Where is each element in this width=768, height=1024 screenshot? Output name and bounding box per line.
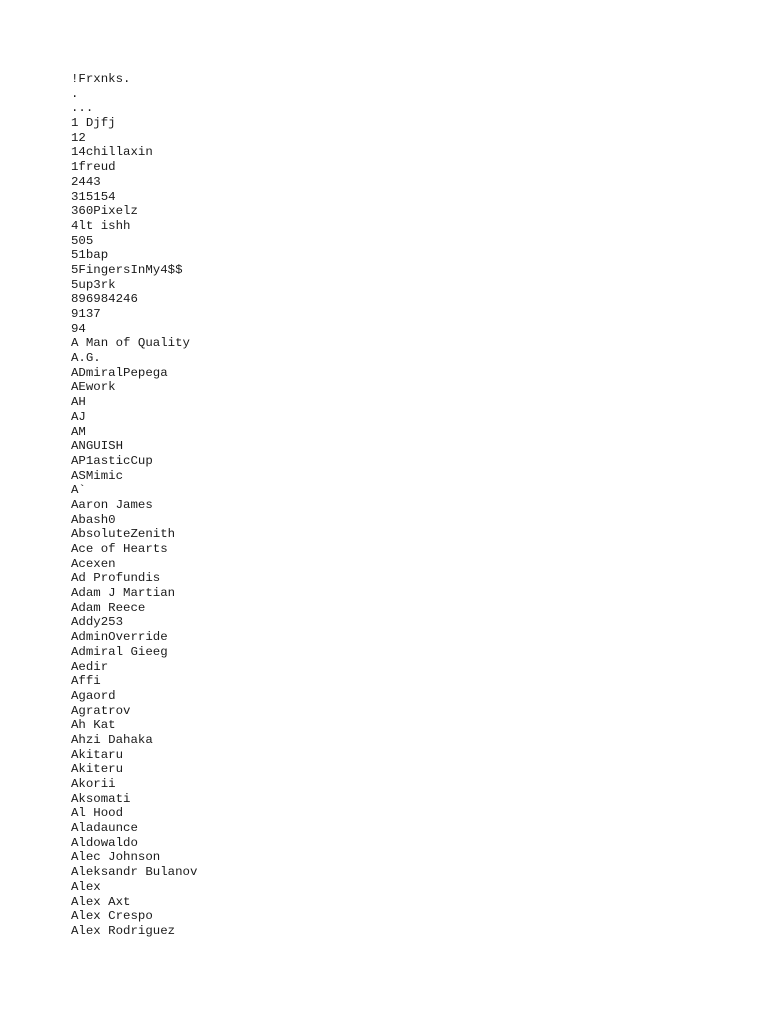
list-item: Addy253 (71, 615, 124, 630)
list-item: Aksomati (71, 791, 131, 806)
list-item: 1 Djfj (71, 116, 116, 131)
list-item: 896984246 (71, 292, 138, 307)
list-item: AdminOverride (71, 630, 168, 645)
list-item: Ahzi Dahaka (71, 732, 153, 747)
list-item: ... (71, 101, 94, 116)
list-item: Aleksandr Bulanov (71, 865, 198, 880)
list-item: AP1asticCup (71, 453, 153, 468)
list-item: AJ (71, 409, 86, 424)
list-item: Aldowaldo (71, 835, 138, 850)
list-item: AEwork (71, 380, 116, 395)
list-item: Adam J Martian (71, 586, 176, 601)
list-item: Aladaunce (71, 821, 138, 836)
list-item: A.G. (71, 351, 101, 366)
list-item: Affi (71, 674, 101, 689)
list-item: Ah Kat (71, 718, 116, 733)
list-item: 9137 (71, 307, 101, 321)
list-item: 5up3rk (71, 277, 116, 292)
list-item: !Frxnks. (71, 72, 131, 86)
list-item: Ad Profundis (71, 571, 161, 586)
list-item: Adam Reece (71, 600, 146, 615)
list-item: Akiteru (71, 762, 124, 777)
list-item: Akitaru (71, 747, 124, 762)
list-item: Aedir (71, 659, 109, 674)
list-item: ANGUISH (71, 439, 124, 454)
list-item: . (71, 86, 79, 101)
list-item: Alex Crespo (71, 909, 153, 924)
list-item: 12 (71, 130, 86, 145)
list-item: Ace of Hearts (71, 542, 168, 556)
list-item: ASMimic (71, 468, 124, 483)
list-item: AM (71, 424, 86, 439)
list-item: AH (71, 395, 86, 410)
list-item: Agratrov (71, 703, 131, 718)
list-item: 94 (71, 321, 86, 336)
list-item: Aaron James (71, 497, 153, 512)
list-item: Abash0 (71, 512, 116, 527)
list-item: 1freud (71, 160, 116, 175)
list-item: AbsoluteZenith (71, 527, 176, 542)
list-item: A Man of Quality (71, 336, 190, 351)
list-item: 360Pixelz (71, 204, 138, 219)
list-item: 505 (71, 233, 94, 248)
name-list (71, 72, 197, 939)
list-item: 2443 (71, 174, 101, 189)
list-item: Alec Johnson (71, 850, 161, 865)
list-item: 14chillaxin (71, 145, 153, 160)
list-item: 5FingersInMy4$$ (71, 262, 183, 277)
list-item: Akorii (71, 777, 116, 791)
list-item: 315154 (71, 189, 116, 204)
list-item: ADmiralPepega (71, 365, 168, 380)
list-item: Alex Axt (71, 894, 131, 909)
list-item: Acexen (71, 556, 116, 571)
list-item: Agaord (71, 688, 116, 703)
list-item: Alex (71, 879, 101, 894)
list-item: 4lt ishh (71, 218, 131, 233)
list-item: Alex Rodriguez (71, 923, 176, 938)
list-item: Al Hood (71, 806, 124, 821)
list-item: A` (71, 483, 86, 498)
list-item: Admiral Gieeg (71, 644, 168, 659)
list-item: 51bap (71, 248, 109, 263)
